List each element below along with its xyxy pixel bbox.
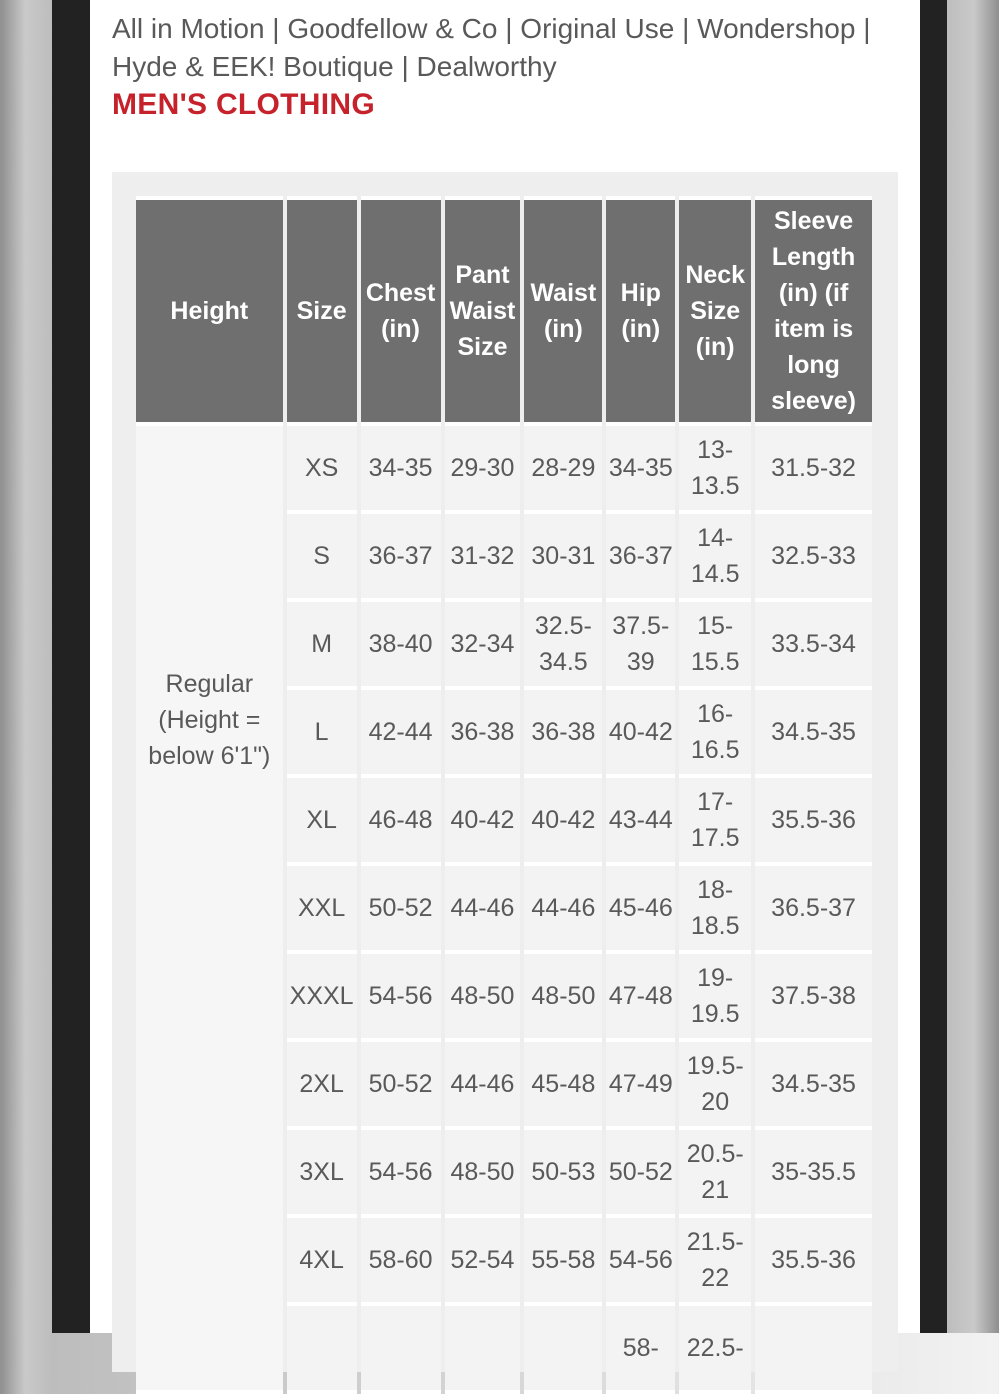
header-chest: Chest (in) [361, 196, 441, 426]
cell-size: 4XL [287, 1218, 357, 1306]
cell-waist: 50-53 [524, 1130, 602, 1218]
cell-neck: 16-16.5 [679, 690, 751, 778]
cell-waist: 55-58 [524, 1218, 602, 1306]
cell-neck: 20.5-21 [679, 1130, 751, 1218]
cell-hip: 40-42 [606, 690, 675, 778]
cell-sleeve: 31.5-32 [755, 426, 872, 514]
cell-hip: 34-35 [606, 426, 675, 514]
cell-hip: 47-49 [606, 1042, 675, 1130]
cell-sleeve: 32.5-33 [755, 514, 872, 602]
size-chart-table [132, 196, 876, 1394]
height-group-label: Regular (Height = below 6'1") [148, 670, 271, 770]
table-header-row [136, 196, 872, 426]
background-right [946, 0, 999, 1333]
cell-chest: 54-56 [361, 1130, 441, 1218]
size-chart-panel [112, 172, 898, 1372]
cell-pant-waist [445, 1306, 521, 1394]
cell-neck: 22.5- [679, 1306, 751, 1394]
cell-neck: 21.5-22 [679, 1218, 751, 1306]
cell-size [287, 1306, 357, 1394]
header-size: Size [287, 196, 357, 426]
cell-pant-waist: 52-54 [445, 1218, 521, 1306]
cell-hip: 47-48 [606, 954, 675, 1042]
cell-sleeve: 34.5-35 [755, 1042, 872, 1130]
cell-pant-waist: 32-34 [445, 602, 521, 690]
cell-sleeve: 33.5-34 [755, 602, 872, 690]
cell-waist: 32.5-34.5 [524, 602, 602, 690]
cell-waist: 30-31 [524, 514, 602, 602]
cell-size: XL [287, 778, 357, 866]
height-group-cell [136, 426, 283, 1394]
cell-neck: 17-17.5 [679, 778, 751, 866]
header-sleeve: Sleeve Length (in) (if item is long sleeve) [755, 196, 872, 426]
cell-chest: 46-48 [361, 778, 441, 866]
cell-waist [524, 1306, 602, 1394]
cell-sleeve: 34.5-35 [755, 690, 872, 778]
header-pant-waist: Pant Waist Size [445, 196, 521, 426]
cell-size: XS [287, 426, 357, 514]
cell-waist: 45-48 [524, 1042, 602, 1130]
cell-neck: 19-19.5 [679, 954, 751, 1042]
cell-sleeve: 35.5-36 [755, 778, 872, 866]
cell-pant-waist: 44-46 [445, 866, 521, 954]
cell-size: L [287, 690, 357, 778]
cell-size: 2XL [287, 1042, 357, 1130]
cell-hip: 43-44 [606, 778, 675, 866]
device-frame-left [52, 0, 90, 1333]
cell-chest: 34-35 [361, 426, 441, 514]
page-content [90, 0, 920, 1362]
cell-pant-waist: 48-50 [445, 954, 521, 1042]
cell-chest [361, 1306, 441, 1394]
cell-chest: 50-52 [361, 866, 441, 954]
cell-size: XXL [287, 866, 357, 954]
cell-sleeve [755, 1306, 872, 1394]
cell-pant-waist: 31-32 [445, 514, 521, 602]
cell-chest: 42-44 [361, 690, 441, 778]
cell-pant-waist: 29-30 [445, 426, 521, 514]
cell-pant-waist: 48-50 [445, 1130, 521, 1218]
cell-sleeve: 37.5-38 [755, 954, 872, 1042]
cell-chest: 38-40 [361, 602, 441, 690]
cell-sleeve: 35.5-36 [755, 1218, 872, 1306]
cell-hip: 37.5-39 [606, 602, 675, 690]
size-chart-wrapper [136, 196, 876, 1394]
cell-hip: 36-37 [606, 514, 675, 602]
header-hip: Hip (in) [606, 196, 675, 426]
cell-sleeve: 35-35.5 [755, 1130, 872, 1218]
cell-neck: 18-18.5 [679, 866, 751, 954]
cell-waist: 48-50 [524, 954, 602, 1042]
device-frame-right [920, 0, 947, 1333]
cell-chest: 50-52 [361, 1042, 441, 1130]
cell-waist: 40-42 [524, 778, 602, 866]
cell-hip: 58- [606, 1306, 675, 1394]
table-row [136, 426, 872, 514]
cell-chest: 54-56 [361, 954, 441, 1042]
brand-list: All in Motion | Goodfellow & Co | Original Use | Wondershop | Hyde & EEK! Boutique | Dealworthy [112, 13, 871, 82]
cell-size: M [287, 602, 357, 690]
cell-chest: 58-60 [361, 1218, 441, 1306]
header-height: Height [136, 196, 283, 426]
cell-chest: 36-37 [361, 514, 441, 602]
cell-neck: 13-13.5 [679, 426, 751, 514]
cell-neck: 14-14.5 [679, 514, 751, 602]
cell-pant-waist: 44-46 [445, 1042, 521, 1130]
cell-hip: 45-46 [606, 866, 675, 954]
cell-sleeve: 36.5-37 [755, 866, 872, 954]
cell-size: XXXL [287, 954, 357, 1042]
section-heading: MEN'S CLOTHING [112, 88, 375, 121]
cell-hip: 50-52 [606, 1130, 675, 1218]
header-neck: Neck Size (in) [679, 196, 751, 426]
cell-waist: 28-29 [524, 426, 602, 514]
cell-size: S [287, 514, 357, 602]
cell-pant-waist: 40-42 [445, 778, 521, 866]
cell-pant-waist: 36-38 [445, 690, 521, 778]
cell-size: 3XL [287, 1130, 357, 1218]
cell-waist: 44-46 [524, 866, 602, 954]
cell-neck: 15-15.5 [679, 602, 751, 690]
header-waist: Waist (in) [524, 196, 602, 426]
cell-neck: 19.5-20 [679, 1042, 751, 1130]
cell-waist: 36-38 [524, 690, 602, 778]
cell-hip: 54-56 [606, 1218, 675, 1306]
